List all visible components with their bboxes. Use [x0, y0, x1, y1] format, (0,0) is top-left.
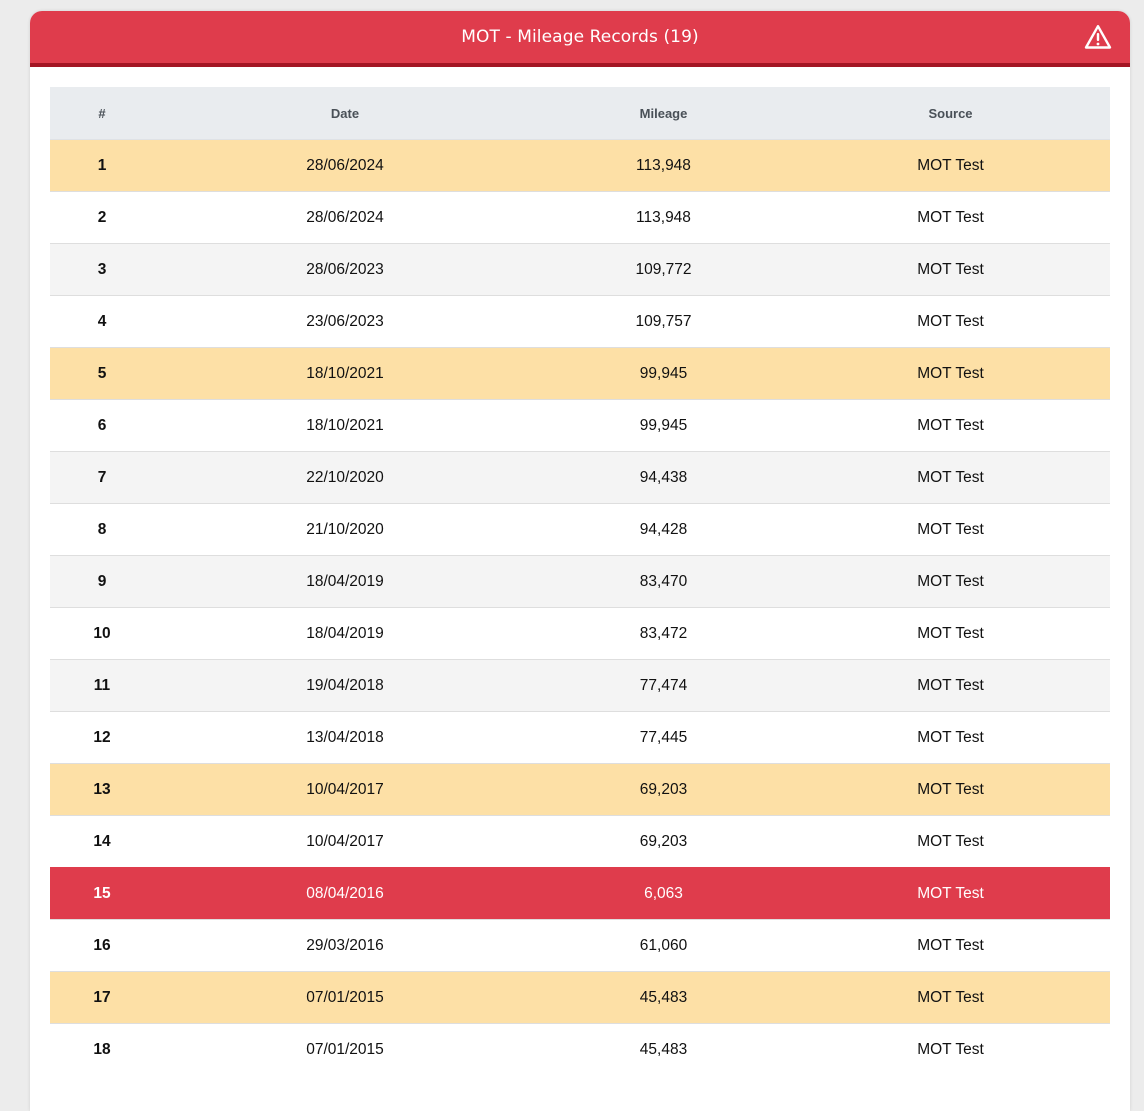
row-index-cell: 14: [50, 816, 154, 868]
row-source-cell: MOT Test: [791, 816, 1110, 868]
table-row[interactable]: [50, 1024, 1110, 1076]
mileage-table: [50, 87, 1110, 1075]
column-header-source[interactable]: Source: [791, 87, 1110, 140]
row-mileage-cell: 77,445: [536, 712, 791, 764]
column-header-date[interactable]: Date: [154, 87, 536, 140]
warning-triangle-icon[interactable]: [1084, 24, 1112, 50]
table-row[interactable]: [50, 608, 1110, 660]
row-date-cell: 28/06/2023: [154, 244, 536, 296]
row-date-cell: 10/04/2017: [154, 764, 536, 816]
row-mileage-cell: 109,772: [536, 244, 791, 296]
row-source-cell: MOT Test: [791, 920, 1110, 972]
table-row[interactable]: [50, 660, 1110, 712]
row-mileage-cell: 94,438: [536, 452, 791, 504]
row-date-cell: 23/06/2023: [154, 296, 536, 348]
table-row[interactable]: [50, 296, 1110, 348]
table-row[interactable]: [50, 920, 1110, 972]
row-source-cell: MOT Test: [791, 660, 1110, 712]
row-source-cell: MOT Test: [791, 504, 1110, 556]
row-source-cell: MOT Test: [791, 608, 1110, 660]
row-source-cell: MOT Test: [791, 140, 1110, 192]
row-source-cell: MOT Test: [791, 296, 1110, 348]
row-date-cell: 22/10/2020: [154, 452, 536, 504]
row-source-cell: MOT Test: [791, 192, 1110, 244]
row-source-cell: MOT Test: [791, 764, 1110, 816]
row-index-cell: 11: [50, 660, 154, 712]
table-row[interactable]: [50, 972, 1110, 1024]
row-mileage-cell: 45,483: [536, 972, 791, 1024]
table-row[interactable]: [50, 712, 1110, 764]
table-header: [50, 87, 1110, 140]
table-header-row: [50, 87, 1110, 140]
row-mileage-cell: 109,757: [536, 296, 791, 348]
row-date-cell: 18/04/2019: [154, 556, 536, 608]
row-mileage-cell: 113,948: [536, 140, 791, 192]
table-row[interactable]: [50, 556, 1110, 608]
row-date-cell: 21/10/2020: [154, 504, 536, 556]
table-row[interactable]: [50, 452, 1110, 504]
row-source-cell: MOT Test: [791, 712, 1110, 764]
row-date-cell: 13/04/2018: [154, 712, 536, 764]
row-date-cell: 18/10/2021: [154, 400, 536, 452]
mileage-records-panel: [30, 11, 1130, 1111]
row-date-cell: 10/04/2017: [154, 816, 536, 868]
row-source-cell: MOT Test: [791, 400, 1110, 452]
row-mileage-cell: 77,474: [536, 660, 791, 712]
table-row[interactable]: [50, 192, 1110, 244]
row-index-cell: 7: [50, 452, 154, 504]
table-row[interactable]: [50, 764, 1110, 816]
row-mileage-cell: 61,060: [536, 920, 791, 972]
row-mileage-cell: 94,428: [536, 504, 791, 556]
column-header-index[interactable]: #: [50, 87, 154, 140]
row-date-cell: 07/01/2015: [154, 1024, 536, 1076]
row-source-cell: MOT Test: [791, 556, 1110, 608]
row-date-cell: 07/01/2015: [154, 972, 536, 1024]
row-date-cell: 08/04/2016: [154, 868, 536, 920]
row-source-cell: MOT Test: [791, 1024, 1110, 1076]
row-index-cell: 3: [50, 244, 154, 296]
row-index-cell: 12: [50, 712, 154, 764]
table-row[interactable]: [50, 348, 1110, 400]
row-date-cell: 18/10/2021: [154, 348, 536, 400]
row-index-cell: 8: [50, 504, 154, 556]
row-index-cell: 18: [50, 1024, 154, 1076]
row-index-cell: 16: [50, 920, 154, 972]
row-date-cell: 29/03/2016: [154, 920, 536, 972]
row-mileage-cell: 113,948: [536, 192, 791, 244]
row-mileage-cell: 69,203: [536, 816, 791, 868]
panel-header: [30, 11, 1130, 67]
row-mileage-cell: 69,203: [536, 764, 791, 816]
row-index-cell: 2: [50, 192, 154, 244]
table-row[interactable]: [50, 400, 1110, 452]
row-mileage-cell: 6,063: [536, 868, 791, 920]
row-source-cell: MOT Test: [791, 452, 1110, 504]
table-row[interactable]: [50, 504, 1110, 556]
table-body: [50, 140, 1110, 1076]
row-index-cell: 6: [50, 400, 154, 452]
row-date-cell: 28/06/2024: [154, 140, 536, 192]
row-mileage-cell: 83,472: [536, 608, 791, 660]
row-source-cell: MOT Test: [791, 972, 1110, 1024]
row-mileage-cell: 99,945: [536, 348, 791, 400]
table-row[interactable]: [50, 816, 1110, 868]
table-row[interactable]: [50, 868, 1110, 920]
panel-title: MOT - Mileage Records (19): [461, 27, 699, 47]
row-date-cell: 19/04/2018: [154, 660, 536, 712]
row-source-cell: MOT Test: [791, 244, 1110, 296]
row-index-cell: 15: [50, 868, 154, 920]
table-row[interactable]: [50, 244, 1110, 296]
mileage-table-container: [50, 87, 1110, 1075]
column-header-mileage[interactable]: Mileage: [536, 87, 791, 140]
row-index-cell: 10: [50, 608, 154, 660]
row-index-cell: 4: [50, 296, 154, 348]
row-index-cell: 9: [50, 556, 154, 608]
row-mileage-cell: 83,470: [536, 556, 791, 608]
row-index-cell: 1: [50, 140, 154, 192]
row-date-cell: 28/06/2024: [154, 192, 536, 244]
row-index-cell: 5: [50, 348, 154, 400]
row-index-cell: 17: [50, 972, 154, 1024]
table-row[interactable]: [50, 140, 1110, 192]
row-source-cell: MOT Test: [791, 348, 1110, 400]
row-index-cell: 13: [50, 764, 154, 816]
row-mileage-cell: 45,483: [536, 1024, 791, 1076]
row-mileage-cell: 99,945: [536, 400, 791, 452]
row-date-cell: 18/04/2019: [154, 608, 536, 660]
row-source-cell: MOT Test: [791, 868, 1110, 920]
